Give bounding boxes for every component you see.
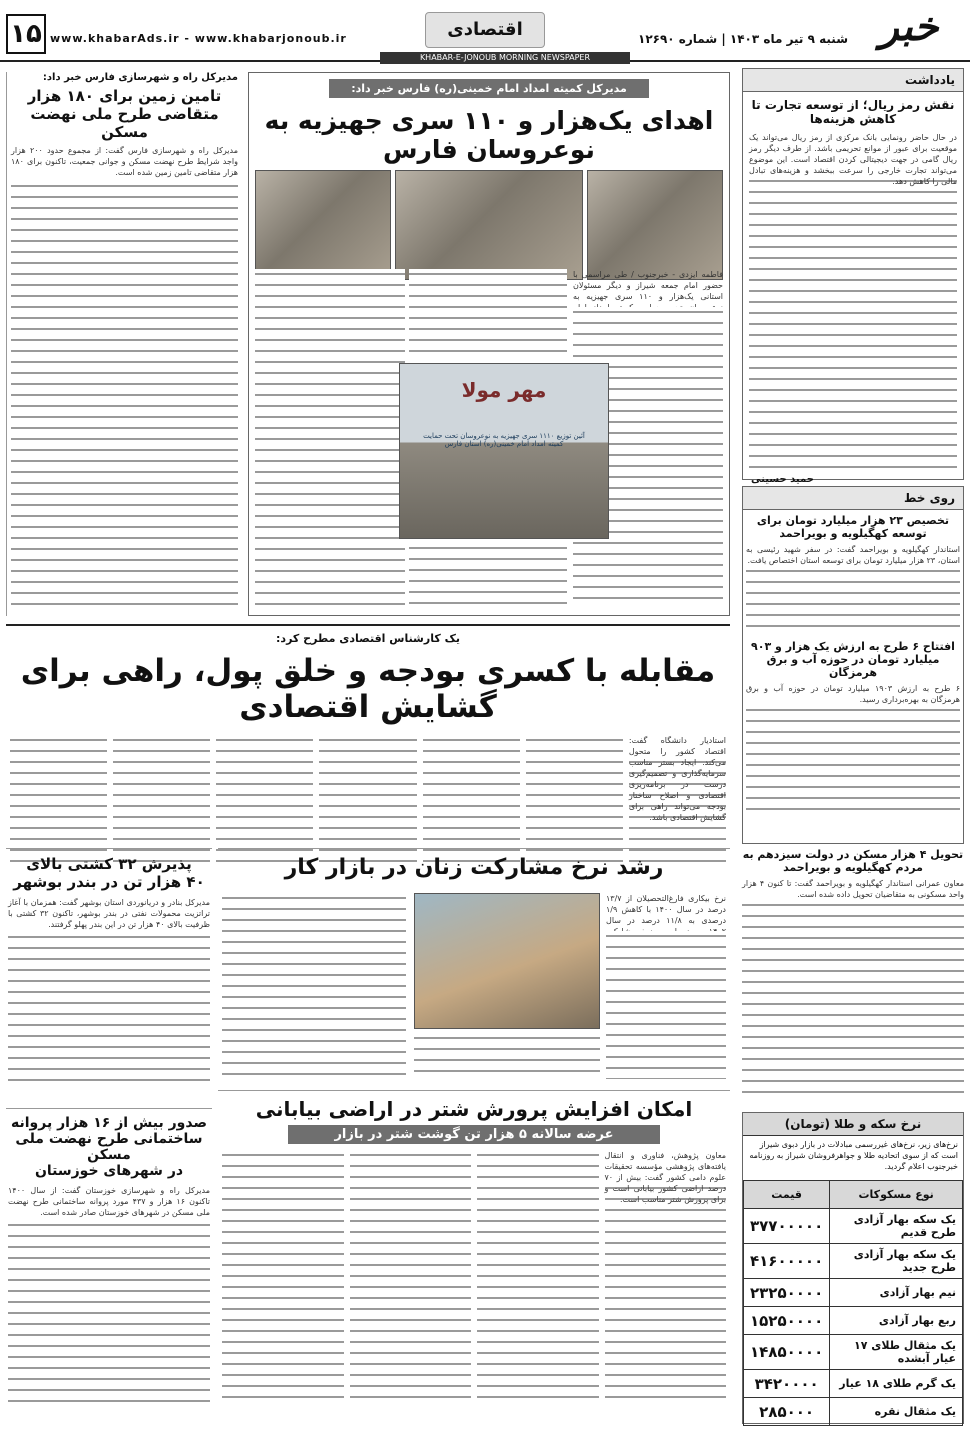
brief-lines	[746, 705, 960, 817]
camel-columns	[218, 1144, 730, 1406]
coin-price: ۴۱۶۰۰۰۰۰	[744, 1244, 830, 1279]
housing-land-story	[6, 72, 242, 616]
section-title: اقتصادی	[425, 12, 545, 48]
brief-headline: افتتاح ۶ طرح به ارزش یک هزار و ۹۰۳ میلیارد تومان در حوزه آب و برق هرمزگان	[751, 640, 955, 679]
column-header-type: نوع مسکوکات	[830, 1181, 963, 1209]
coin-name: یک گرم طلای ۱۸ عیار	[830, 1370, 963, 1398]
women-employment-story	[218, 848, 730, 1084]
issue-date: شنبه ۹ تیر ماه ۱۴۰۳ | شماره ۱۲۶۹۰	[638, 32, 848, 46]
camel-headline: امکان افزایش پرورش شتر در اراضی بیابانی	[255, 1097, 693, 1121]
banner-line-3: کمیته امداد امام خمینی(ره) استان فارس	[444, 440, 564, 448]
coin-price: ۱۵۲۵۰۰۰۰	[744, 1307, 830, 1335]
coin-price: ۲۳۲۵۰۰۰۰	[744, 1279, 830, 1307]
women-column-2	[414, 1033, 600, 1079]
khuzestan-headline-3: در شهرهای خوزستان	[34, 1163, 184, 1179]
table-row	[744, 1370, 963, 1398]
lead-photos	[249, 170, 729, 280]
website-urls[interactable]: www.khabarAds.ir - www.khabarjonoub.ir	[50, 32, 347, 45]
brief-text: معاون عمرانی استاندار کهگیلویه و بویراحمد گفت: تا کنون ۴ هزار واحد مسکونی به متقاضیان تحویل داده شده است.	[742, 879, 964, 899]
women-column-1	[606, 931, 726, 1079]
camel-farming-story	[218, 1090, 730, 1424]
camel-intro: معاون پژوهش، فناوری و انتقال یافته‌های پژوهشی مؤسسه تحقیقات علوم دامی کشور گفت: بیش از ۷۰ درصد اراضی کشور بیابانی است و برای پرورش شتر مناسب است.	[604, 1151, 726, 1204]
note-label: یادداشت	[743, 69, 963, 92]
bushehr-intro: مدیرکل بنادر و دریانوردی استان بوشهر گفت: همزمان با آغاز تراتزیت محمولات نفتی در بندر بوشهر، تاکنون ۳۲ کشتی با ظرفیت بالای ۴۰ هزار تن در این بندر پهلو گرفتند.	[8, 898, 211, 929]
coin-name: نیم بهار آزادی	[830, 1279, 963, 1307]
lead-column-3	[255, 269, 405, 607]
english-masthead: KHABAR-E-JONOUB MORNING NEWSPAPER	[380, 52, 630, 64]
photo-ceremony-group	[395, 170, 584, 280]
lead-kicker: مدیرکل کمیته امداد امام خمینی(ره) فارس خبر داد:	[329, 79, 649, 98]
lead-column-2	[409, 269, 567, 359]
khuzestan-headline-1: صدور بیش از ۱۶ هزار پروانه	[11, 1115, 207, 1131]
coin-name: یک مثقال طلای ۱۷ عیار آبشده	[830, 1335, 963, 1370]
prices-title: نرخ سکه و طلا (تومان)	[743, 1113, 963, 1136]
camel-lines	[605, 1183, 727, 1403]
editorial-note	[742, 68, 964, 485]
brief-item	[746, 640, 960, 817]
coin-name: ربع بهار آزادی	[830, 1307, 963, 1335]
budget-headline: مقابله با کسری بودجه و خلق پول، راهی برای گشایش اقتصادی	[20, 653, 716, 725]
photo-women-workers	[414, 893, 600, 1029]
women-headline: رشد نرخ مشارکت زنان در بازار کار	[284, 855, 664, 880]
bushehr-port-story	[6, 848, 212, 1104]
coin-price: ۳۷۷۰۰۰۰۰	[744, 1209, 830, 1244]
brief-text: ۶ طرح به ارزش ۱۹۰۳ میلیارد تومان در حوزه آب و برق هرمزگان به بهره‌برداری رسید.	[746, 684, 960, 704]
table-row	[744, 1279, 963, 1307]
brief-item	[746, 514, 960, 636]
lead-headline: اهدای یک‌هزار و ۱۱۰ سری جهیزیه به نوعروسان فارس	[264, 106, 714, 164]
brief-lines	[742, 900, 964, 1100]
newspaper-logo: خبر	[879, 4, 939, 50]
khuzestan-headline-2: ساختمانی طرح نهضت ملی مسکن	[15, 1131, 203, 1163]
camel-column	[477, 1150, 599, 1400]
brief-lines	[746, 566, 960, 636]
khuzestan-body-lines	[8, 1220, 210, 1404]
coin-price: ۱۴۸۵۰۰۰۰	[744, 1335, 830, 1370]
coin-price: ۳۴۲۰۰۰۰	[744, 1370, 830, 1398]
camel-column	[350, 1150, 472, 1400]
table-row	[744, 1244, 963, 1279]
prices-grid	[743, 1180, 963, 1426]
column-header-price: قیمت	[744, 1181, 830, 1209]
table-row	[744, 1335, 963, 1370]
brief-item	[742, 848, 964, 1100]
housing-headline: تامین زمین برای ۱۸۰ هزار متقاضی طرح ملی نهضت مسکن	[27, 87, 222, 141]
page-number: ۱۵	[6, 14, 46, 54]
camel-column	[222, 1150, 344, 1400]
photo-imam-speaking	[587, 170, 723, 280]
brief-headline: تخصیص ۲۳ هزار میلیارد تومان برای توسعه کهگیلویه و بویراحمد	[756, 514, 950, 540]
coin-name: یک سکه بهار آزادی طرح قدیم	[830, 1209, 963, 1244]
note-author: حمید حسینی	[751, 474, 814, 485]
budget-intro: استادیار دانشگاه گفت: اقتصاد کشور را متحول می‌کند. ایجاد بستر مناسب سرمایه‌گذاری و تصمیم‌گیری درست در برنامه‌ریزی اقتصادی و اصلاح ساختار بودجه می‌تواند راهی برای گشایش اقتصادی باشد.	[628, 736, 726, 822]
banner-line-2: آئین توزیع ۱۱۱۰ سری جهیزیه به نوعروسان تحت حمایت	[423, 432, 585, 440]
budget-deficit-story	[6, 624, 730, 844]
note-body-lines	[749, 176, 957, 470]
camel-subhead: عرضه سالانه ۵ هزار تن گوشت شتر در بازار	[288, 1125, 660, 1144]
women-intro: نرخ بیکاری فارغ‌التحصیلان از ۱۳/۷ درصد در سال ۱۴۰۰ با کاهش ۱/۹ درصدی به ۱۱/۸ درصد در سال	[606, 894, 726, 925]
prices-note: نرخ‌های زیر، نرخ‌های غیررسمی مبادلات در بازار دبوی شیراز است که از سوی اتحادیه طلا و جواهرفروشان شیراز به روزنامه خبرجنوب اعلام گردید.	[749, 1140, 958, 1171]
gold-price-table	[742, 1112, 964, 1424]
bushehr-headline-2: ۴۰ هزار تن در بندر بوشهر	[13, 873, 205, 891]
budget-kicker: یک کارشناس اقتصادی مطرح کرد:	[276, 632, 460, 645]
lead-column-2b	[409, 543, 567, 607]
coin-price: ۲۸۵۰۰۰	[744, 1398, 830, 1426]
housing-intro: مدیرکل راه و شهرسازی فارس گفت: از مجموع حدود ۲۰۰ هزار واجد شرایط طرح نهضت مسکن و جوانی جمعیت، تاکنون برای ۱۸۰ هزار متقاضی تامین زمین شده است.	[11, 146, 238, 177]
briefs-label: روی خط	[743, 487, 963, 510]
note-intro: در حال حاضر رونمایی بانک مرکزی از رمز ریال می‌تواند یک موقعیت برای عبور از موانع تحریمی باشد. از طرف دیگر رمز ریال گامی در جهت دیجیتالی کردن اقتصاد است. این موضوع می‌تواند تجارت خارجی را سرعت ببخشد و هزینه‌های تبادل مالی را کاهش دهد.	[749, 133, 957, 186]
khuzestan-housing-story	[6, 1108, 212, 1424]
table-row	[744, 1307, 963, 1335]
brief-text: استاندار کهگیلویه و بویراحمد گفت: در سفر شهید رئیسی به استان، ۲۳ هزار میلیارد تومان برای توسعه استان اختصاص یافت.	[746, 545, 960, 565]
brief-headline: تحویل ۴ هزار مسکن در دولت سیزدهم به مردم کهگیلویه و بویراحمد	[742, 848, 964, 874]
photo-official-speaking	[255, 170, 391, 280]
coin-name: یک سکه بهار آزادی طرح جدید	[830, 1244, 963, 1279]
women-column-3	[222, 893, 406, 1079]
table-header-row	[744, 1181, 963, 1209]
khuzestan-intro: مدیرکل راه و شهرسازی خوزستان گفت: از سال ۱۴۰۰ تاکنون ۱۶ هزار و ۴۳۷ مورد پروانه ساختمانی طرح نهضت ملی مسکن در شهرهای خوزستان صادر شده است.	[8, 1186, 210, 1217]
photo-ceremony-banner	[399, 363, 609, 539]
coin-name: یک مثقال نقره	[830, 1398, 963, 1426]
note-headline: نقش رمز ریال؛ از توسعه تجارت تا کاهش هزینه‌ها	[751, 98, 955, 126]
table-row	[744, 1398, 963, 1426]
camel-column	[605, 1150, 727, 1400]
bushehr-body-lines	[8, 932, 210, 1082]
bushehr-headline-1: پذیرش ۳۲ کشتی بالای	[26, 855, 192, 873]
housing-kicker: مدیرکل راه و شهرسازی فارس خبر داد:	[42, 72, 238, 83]
banner-title: مهر مولا	[461, 378, 547, 402]
lead-intro: فاطمه ایزدی - خبرجنوب / طی مراسمی با حضور امام جمعه شیراز و دیگر مسئولان استانی یک‌هزار و ۱۱۰ سری جهیزیه به	[573, 270, 723, 301]
housing-body-lines	[11, 181, 238, 611]
table-row	[744, 1209, 963, 1244]
lead-story	[248, 72, 730, 616]
